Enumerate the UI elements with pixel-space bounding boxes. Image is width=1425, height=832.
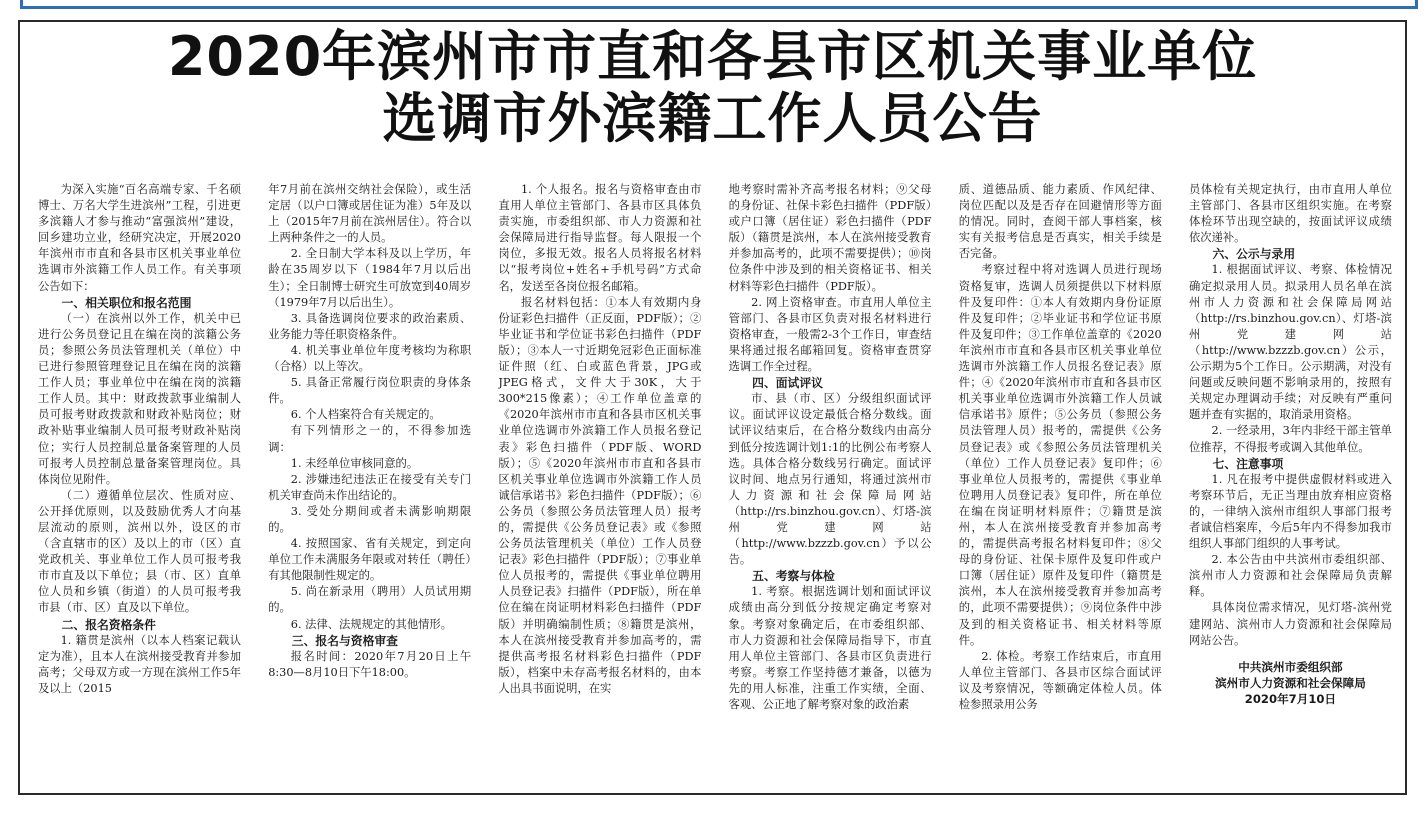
paragraph: 年7月前在滨州交纳社会保险），或生活定居（以户口簿或居住证为准）5年及以上（2015年7月前在滨州居住）。符合以上两种条件之一的人员。 [268, 183, 472, 245]
top-border-bar [20, 0, 1418, 9]
signature-org-1: 中共滨州市委组织部 [1238, 659, 1343, 674]
paragraph: 5. 尚在新录用（聘用）人员试用期的。 [268, 585, 472, 615]
paragraph: 5. 具备正常履行岗位职责的身体条件。 [268, 376, 472, 406]
paragraph: 2. 一经录用，3年内非经干部主管单位推荐，不得报考或调入其他单位。 [1188, 424, 1392, 454]
text-column-6 [1189, 182, 1392, 787]
paragraph: 4. 机关事业单位年度考核均为称职（合格）以上等次。 [268, 343, 472, 374]
paragraph: 质、道德品质、能力素质、作风纪律、岗位匹配以及是否存在回避情形等方面的情况。同时，查阅干部人事档案，核实有关报考信息是否真实，相关手续是否完备。 [958, 183, 1162, 261]
paragraph: 2. 本公告由中共滨州市委组织部、滨州市人力资源和社会保障局负责解释。 [1188, 553, 1392, 599]
paragraph: 地考察时需补齐高考报名材料；⑨父母的身份证、社保卡彩色扫描件（PDF版）或户口簿（居住证）彩色扫描件（PDF版）（籍贯是滨州，本人在滨州接受教育并参加高考的，此项不需要提供）；⑩岗位条件中涉及到的相关资格证书、相关材料等彩色扫描件（PDF版）。 [728, 183, 932, 293]
text-column-1 [38, 182, 241, 787]
paragraph: 考察过程中将对选调人员进行现场资格复审，选调人员须提供以下材料原件及复印件：①本人有效期内身份证原件及复印件；②毕业证书和学位证书原件及复印件；③工作单位盖章的《2020年滨州市市直和各县市区机关事业单位选调市外滨籍工作人员报名登记表》原件；④《2020年滨州市市直和各县市区机关事业单位选调市外滨籍工作人员诚信承诺书》原件；⑤公务员（参照公务员法管理人员）报考的，需提供《公务员登记表》或《参照公务员法管理机关（单位）工作人员登记表》复印件；⑥事业单位人员报考的，需提供《事业单位聘用人员登记表》复印件，所在单位在编在岗证明材料原件；⑦籍贯是滨州，本人在滨州接受教育并参加高考的，需提供高考报名材料复印件；⑧父母的身份证、社保卡原件及复印件或户口簿（居住证）原件及复印件（籍贯是滨州，本人在滨州接受教育并参加高考的，此项不需要提供）；⑨岗位条件中涉及到的相关资格证书、相关材料等原件。 [958, 263, 1162, 647]
paragraph: 员体检有关规定执行，由市直用人单位主管部门、各县市区组织实施。在考察体检环节出现空缺的，按面试评议成绩依次递补。 [1188, 183, 1392, 245]
paragraph: 报名时间：2020年7月20日上午8:30—8月10日下午18:00。 [268, 649, 472, 679]
section-heading: 二、报名资格条件 [61, 617, 156, 632]
paragraph: （二）遵循单位层次、性质对应、公开择优原则，以及鼓励优秀人才向基层流动的原则，滨州以外，设区的市（含直辖市的区）及以上的市（区）直党政机关、事业单位工作人员可报考我市市直及以下单位；县（市、区）直单位人员和乡镇（街道）的人员可报考我市县（市、区）直及以下单位。 [38, 488, 241, 615]
paragraph: 1. 考察。根据选调计划和面试评议成绩由高分到低分按规定确定考察对象。考察对象确定后，在市委组织部、市人力资源和社会保障局指导下，市直用人单位主管部门、各县市区负责进行考察。考察工作坚持德才兼备，以德为先的用人标准，注重工作实绩，全面、客观、公正地了解考察对象的政治素 [728, 585, 932, 711]
paragraph: 3. 受处分期间或者未满影响期限的。 [268, 504, 472, 534]
paragraph: 2. 网上资格审查。市直用人单位主管部门、各县市区负责对报名材料进行资格审查，一般需2-3个工作日，审查结果将通过报名邮箱回复。资格审查贯穿选调工作全过程。 [728, 295, 932, 374]
paragraph: 2. 涉嫌违纪违法正在接受有关专门机关审查尚未作出结论的。 [268, 472, 472, 502]
text-column-2 [268, 182, 471, 787]
signature-org-2: 滨州市人力资源和社会保障局 [1215, 675, 1366, 690]
text-column-5 [959, 182, 1162, 787]
signature-date: 2020年7月10日 [1244, 691, 1337, 706]
paragraph: 1. 个人报名。报名与资格审查由市直用人单位主管部门、各县市区具体负责实施，市委组织部、市人力资源和社会保障局进行指导监督。每人限报一个岗位，多报无效。报名人员将报名材料以“报考岗位+姓名+手机号码”方式命名，发送至各岗位报名邮箱。 [498, 183, 702, 293]
paragraph: 6. 个人档案符合有关规定的。 [290, 408, 441, 422]
headline-line-2: 选调市外滨籍工作人员公告 [382, 87, 1043, 150]
section-heading: 四、面试评议 [752, 376, 823, 391]
paragraph: 有下列情形之一的，不得参加选调： [268, 424, 472, 454]
paragraph: 3. 具备选调岗位要求的政治素质、业务能力等任职资格条件。 [268, 311, 472, 341]
paragraph: 1. 凡在报考中提供虚假材料或进入考察环节后，无正当理由放弃相应资格的，一律纳入滨州市组织人事部门报考者诚信档案库，今后5年内不得参加我市组织人事部门组织的人事考试。 [1188, 472, 1392, 551]
section-heading: 五、考察与体检 [752, 569, 835, 584]
paragraph: 为深入实施“百名高端专家、千名硕博士、万名大学生进滨州”工程，引进更多滨籍人才参与推动“富强滨州”建设，回乡建功立业，经研究决定，开展2020年滨州市市直和各县市区机关事业单位选调市外滨籍工作人员工作。有关事项公告如下： [38, 183, 241, 293]
text-column-3 [498, 182, 701, 787]
paragraph: 具体岗位需求情况，见灯塔-滨州党建网站、滨州市人力资源和社会保障局网站公告。 [1188, 601, 1392, 647]
headline-line-1: 2020年滨州市市直和各县市区机关事业单位 [167, 25, 1258, 88]
paragraph: 4. 按照国家、省有关规定，到定向单位工作未满服务年限或对转任（聘任）有其他限制性规定的。 [268, 537, 472, 583]
paragraph: 1. 未经单位审核同意的。 [290, 456, 419, 470]
section-heading: 一、相关职位和报名范围 [61, 295, 192, 310]
paragraph: 1. 籍贯是滨州（以本人档案记载认定为准），且本人在滨州接受教育并参加高考；父母双方或一方现在滨州工作5年及以上（2015 [38, 633, 241, 695]
paragraph: 报名材料包括：①本人有效期内身份证彩色扫描件（正反面，PDF版）；②毕业证书和学位证书彩色扫描件（PDF版）；③本人一寸近期免冠彩色正面标准证件照（红、白或蓝色背景，JPG或JPEG格式，文件大于30K，大于300*215像素）；④工作单位盖章的《2020年滨州市市直和各县市区机关事业单位选调市外滨籍工作人员报名登记表》彩色扫描件（PDF版、WORD版）；⑤《2020年滨州市市直和各县市区机关事业单位选调市外滨籍工作人员诚信承诺书》彩色扫描件（PDF版）；⑥公务员（参照公务员法管理人员）报考的，需提供《公务员登记表》或《参照公务员法管理机关（单位）工作人员登记表》彩色扫描件（PDF版）；⑦事业单位人员报考的，需提供《事业单位聘用人员登记表》扫描件（PDF版），所在单位在编在岗证明材料彩色扫描件（PDF版）并明确编制性质；⑧籍贯是滨州，本人在滨州接受教育并参加高考的，需提供高考报名材料彩色扫描件（PDF版），档案中未存高考报名材料的，由本人出具书面说明，在实 [498, 295, 702, 695]
paragraph: 2. 全日制大学本科及以上学历，年龄在35周岁以下（1984年7月以后出生）；全日制博士研究生可放宽到40周岁（1979年7月以后出生）。 [268, 247, 472, 309]
paragraph: （一）在滨州以外工作，机关中已进行公务员登记且在编在岗的滨籍公务员；参照公务员法管理机关（单位）中已进行参照管理登记且在编在岗的滨籍工作人员；事业单位中在编在岗的滨籍工作人员。其中：财政拨款事业编制人员可报考财政拨款和财政补贴岗位；财政补贴事业编制人员可报考财政补贴岗位；实行人员控制总量备案管理的人员可报考人员控制总量备案管理岗位。具体岗位见附件。 [38, 311, 241, 486]
paragraph: 1. 根据面试评议、考察、体检情况确定拟录用人员。拟录用人员名单在滨州市人力资源和社会保障局网站（http://rs.binzhou.gov.cn）、灯塔-滨州党建网站（http://www.bzzzb.gov.cn）公示，公示期为5个工作日。公示期满，对没有问题或反映问题不影响录用的，按照有关规定办理调动手续；对反映有严重问题并查有实据的，取消录用资格。 [1188, 263, 1392, 422]
paragraph: 市、县（市、区）分级组织面试评议。面试评议设定最低合格分数线。面试评议结束后，在合格分数线内由高分到低分按选调计划1:1的比例公布考察人选。具体合格分数线另行确定。面试评议时间、地点另行通知，将通过滨州市人力资源和社会保障局网站（http://rs.binzhou.gov.cn）、灯塔-滨州党建网站（http://www.bzzzb.gov.cn）予以公告。 [728, 392, 932, 567]
text-column-4 [729, 182, 932, 787]
signature-block [1189, 659, 1392, 707]
section-heading: 六、公示与录用 [1212, 247, 1296, 262]
article-body [38, 182, 1392, 787]
headline [18, 26, 1407, 150]
paragraph: 2. 体检。考察工作结束后，市直用人单位主管部门、各县市区综合面试评议及考察情况，等额确定体检人员。体检参照录用公务 [958, 649, 1162, 711]
paragraph: 6. 法律、法规规定的其他情形。 [290, 617, 453, 631]
section-heading: 七、注意事项 [1212, 456, 1284, 471]
section-heading: 三、报名与资格审查 [291, 633, 398, 648]
